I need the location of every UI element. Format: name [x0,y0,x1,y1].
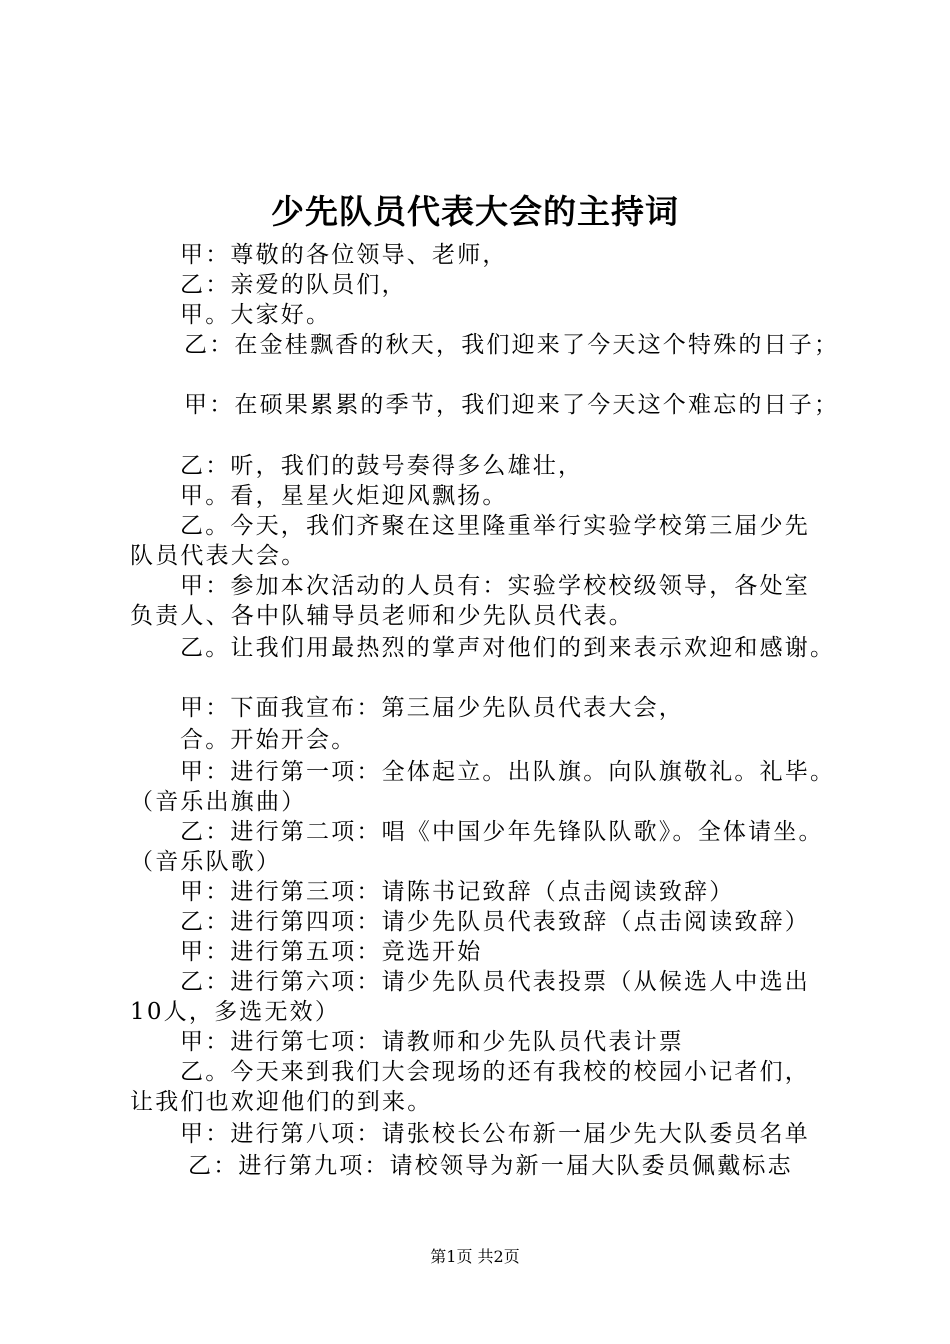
text-line: 甲。大家好。 [180,302,332,328]
text-line: 甲：进行第五项：竞选开始 [180,939,483,965]
text-line: 负责人、各中队辅导员老师和少先队员代表。 [130,603,634,629]
text-line: 乙：听，我们的鼓号奏得多么雄壮， [180,453,584,479]
text-line: 乙：进行第二项：唱《中国少年先锋队队歌》。全体请坐。 [180,819,824,845]
text-line: 乙：进行第四项：请少先队员代表致辞（点击阅读致辞） [180,909,810,935]
text-line: 队员代表大会。 [130,543,307,569]
text-line: 甲：进行第八项：请张校长公布新一届少先大队委员名单 [180,1121,810,1147]
text-line: 甲：参加本次活动的人员有：实验学校校级领导，各处室 [180,573,810,599]
text-line: 甲：尊敬的各位领导、老师， [180,242,508,268]
page-footer: 第1页 共2页 [430,1247,520,1266]
document-title: 少先队员代表大会的主持词 [271,192,679,231]
text-line: 甲：下面我宣布：第三届少先队员代表大会， [180,695,684,721]
text-line: 乙。今天来到我们大会现场的还有我校的校园小记者们， [180,1059,810,1085]
text-line: （音乐出旗曲） [130,789,307,815]
text-line: 乙。让我们用最热烈的掌声对他们的到来表示欢迎和感谢。 [180,635,836,661]
text-line: 甲：进行第一项：全体起立。出队旗。向队旗敬礼。礼毕。 [180,759,836,785]
text-line: 合。开始开会。 [180,727,357,753]
text-line: 10人，多选无效） [130,999,341,1025]
text-line: 乙：亲爱的队员们， [180,272,407,298]
text-line: 乙。今天，我们齐聚在这里隆重举行实验学校第三届少先 [180,513,810,539]
text-line: 乙：进行第九项：请校领导为新一届大队委员佩戴标志 [188,1153,793,1179]
text-line: 甲。看，星星火炬迎风飘扬。 [180,483,508,509]
text-line: 甲：进行第三项：请陈书记致辞（点击阅读致辞） [180,879,735,905]
text-line: 让我们也欢迎他们的到来。 [130,1089,433,1115]
text-line: 甲：进行第七项：请教师和少先队员代表计票 [180,1029,684,1055]
text-line: （音乐队歌） [130,849,282,875]
text-line: 乙：在金桂飘香的秋天，我们迎来了今天这个特殊的日子； [184,332,840,358]
text-line: 乙：进行第六项：请少先队员代表投票（从候选人中选出 [180,969,810,995]
text-line: 甲：在硕果累累的季节，我们迎来了今天这个难忘的日子； [184,392,840,418]
